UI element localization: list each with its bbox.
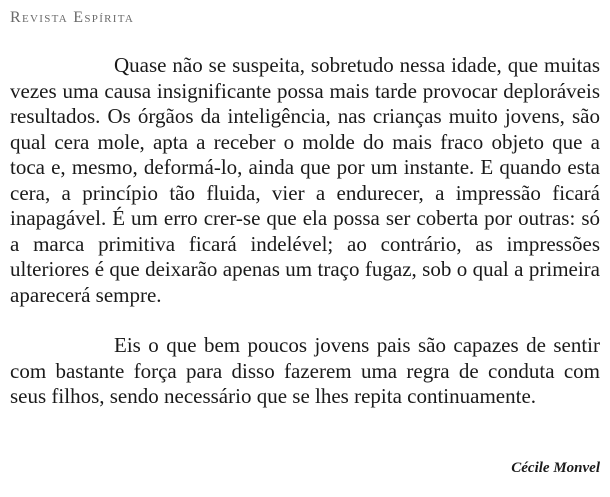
paragraph-2: Eis o que bem poucos jovens pais são capazes de sentir com bastante força para disso fazerem uma regra de conduta com seus filhos, sendo necessário que se lhes repita continuamente. (10, 333, 600, 408)
author-signature: Cécile Monvel (511, 460, 600, 476)
running-header: Revista Espírita (10, 9, 135, 26)
document-page (10, 0, 600, 497)
paragraph-1: Quase não se suspeita, sobretudo nessa idade, que muitas vezes uma causa insignificante possa mais tarde provocar deploráveis resultados. Os órgãos da inteligência, nas crianças muito jovens, são qual cera mole, apta a receber o molde do mais fraco objeto que a toca e, mesmo, deformá-lo, ainda que por um instante. E quando esta cera, a princípio tão fluida, vier a endurecer, a impressão ficará inapagável. É um erro crer-se que ela possa ser coberta por outras: só a marca primitiva ficará indelével; ao contrário, as impressões ulteriores é que deixarão apenas um traço fugaz, sob o qual a primeira aparecerá sempre. (10, 53, 600, 307)
article-body (10, 53, 600, 410)
